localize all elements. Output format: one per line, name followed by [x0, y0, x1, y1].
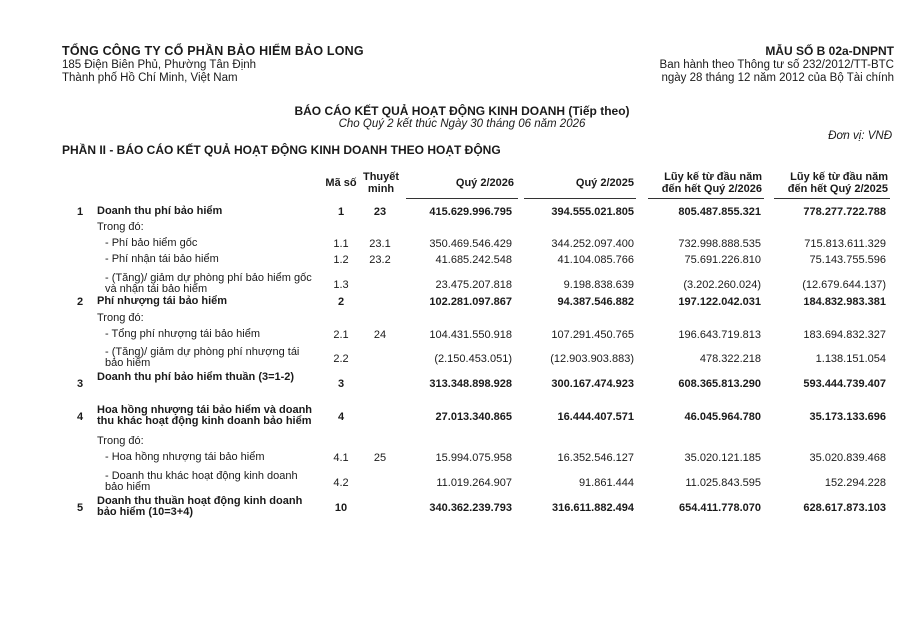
header-underline: [648, 198, 764, 199]
row-number: 5: [76, 502, 84, 514]
value-q2-2025: (12.903.903.883): [550, 353, 634, 365]
row-label: - Phí bảo hiểm gốc: [105, 237, 198, 249]
value-q2-2026: (2.150.453.051): [434, 353, 512, 365]
value-q2-2026: 102.281.097.867: [429, 296, 512, 308]
value-ytd-2026: 196.643.719.813: [678, 329, 761, 341]
row-label: Trong đó:: [97, 221, 144, 233]
value-q2-2026: 23.475.207.818: [435, 279, 512, 291]
row-code: 2.1: [333, 329, 349, 341]
row-code: 1.1: [333, 238, 349, 250]
row-code: 4: [337, 411, 345, 423]
value-ytd-2026: 46.045.964.780: [684, 411, 761, 423]
row-label: Trong đó:: [97, 435, 144, 447]
row-label: - Phí nhận tái bảo hiểm: [105, 253, 219, 265]
value-ytd-2026: (3.202.260.024): [683, 279, 761, 291]
col-header-ytd-2026: Lũy kế từ đầu năm đến hết Quý 2/2026: [661, 171, 762, 195]
value-q2-2026: 313.348.898.928: [429, 378, 512, 390]
value-ytd-2025: 75.143.755.596: [809, 254, 886, 266]
circular-line2: ngày 28 tháng 12 năm 2012 của Bộ Tài chính: [661, 72, 894, 84]
row-code: 2: [337, 296, 345, 308]
value-q2-2026: 41.685.242.548: [435, 254, 512, 266]
row-label: Doanh thu phí bảo hiểm: [97, 205, 223, 217]
value-q2-2026: 350.469.546.429: [429, 238, 512, 250]
value-ytd-2026: 805.487.855.321: [678, 206, 761, 218]
row-label: - Tổng phí nhượng tái bảo hiểm: [105, 328, 261, 340]
value-q2-2025: 9.198.838.639: [563, 279, 634, 291]
value-ytd-2025: 152.294.228: [824, 477, 886, 489]
value-ytd-2026: 11.025.843.595: [685, 477, 761, 489]
row-label: - Doanh thu khác hoạt động kinh doanh bảo hiểm: [105, 470, 298, 493]
value-q2-2026: 11.019.264.907: [436, 477, 512, 489]
company-address-line1: 185 Điện Biên Phủ, Phường Tân Định: [62, 59, 257, 71]
header-underline: [524, 198, 636, 199]
value-q2-2025: 91.861.444: [578, 477, 634, 489]
row-note: 23: [373, 206, 387, 218]
value-ytd-2025: 778.277.722.788: [803, 206, 886, 218]
value-ytd-2025: 183.694.832.327: [803, 329, 886, 341]
value-ytd-2026: 75.691.226.810: [684, 254, 761, 266]
value-ytd-2026: 35.020.121.185: [684, 452, 761, 464]
value-ytd-2025: 593.444.739.407: [803, 378, 886, 390]
value-ytd-2026: 197.122.042.031: [678, 296, 761, 308]
value-ytd-2025: 628.617.873.103: [803, 502, 886, 514]
row-label: - Hoa hồng nhượng tái bảo hiểm: [105, 451, 265, 463]
section-title: PHẦN II - BÁO CÁO KẾT QUẢ HOẠT ĐỘNG KINH DOANH THEO HOẠT ĐỘNG: [62, 143, 501, 157]
value-ytd-2026: 654.411.778.070: [679, 502, 761, 514]
company-address-line2: Thành phố Hồ Chí Minh, Việt Nam: [62, 72, 238, 84]
row-number: 4: [76, 411, 84, 423]
value-ytd-2025: 1.138.151.054: [815, 353, 886, 365]
value-q2-2026: 415.629.996.795: [429, 206, 512, 218]
value-q2-2025: 16.444.407.571: [557, 411, 634, 423]
col-header-ytd-2025: Lũy kế từ đầu năm đến hết Quý 2/2025: [787, 171, 888, 195]
value-q2-2025: 344.252.097.400: [551, 238, 634, 250]
value-q2-2026: 104.431.550.918: [429, 329, 512, 341]
col-header-note: Thuyết minh: [362, 171, 400, 195]
header-underline: [406, 198, 518, 199]
value-q2-2026: 27.013.340.865: [435, 411, 512, 423]
form-code: MẪU SỐ B 02a-DNPNT: [765, 44, 894, 58]
value-q2-2026: 15.994.075.958: [435, 452, 512, 464]
row-number: 2: [76, 296, 84, 308]
row-code: 2.2: [333, 353, 349, 365]
value-ytd-2025: 184.832.983.381: [803, 296, 886, 308]
value-ytd-2025: 35.020.839.468: [809, 452, 886, 464]
row-code: 1.2: [333, 254, 349, 266]
report-subtitle: Cho Quý 2 kết thúc Ngày 30 tháng 06 năm 2026: [338, 118, 586, 130]
row-code: 3: [337, 378, 345, 390]
col-header-q2-2025: Quý 2/2025: [575, 177, 634, 189]
circular-line1: Ban hành theo Thông tư số 232/2012/TT-BTC: [659, 59, 894, 71]
row-number: 1: [76, 206, 84, 218]
row-code: 1.3: [333, 279, 349, 291]
row-code: 4.1: [333, 452, 349, 464]
header-underline: [774, 198, 890, 199]
value-q2-2025: 316.611.882.494: [552, 502, 634, 514]
value-ytd-2026: 608.365.813.290: [678, 378, 761, 390]
row-code: 4.2: [333, 477, 349, 489]
value-q2-2025: 41.104.085.766: [557, 254, 634, 266]
col-header-q2-2026: Quý 2/2026: [455, 177, 514, 189]
value-q2-2025: 107.291.450.765: [551, 329, 634, 341]
col-header-code: Mã số: [325, 177, 357, 189]
row-number: 3: [76, 378, 84, 390]
row-note: 23.2: [369, 254, 391, 266]
value-q2-2025: 16.352.546.127: [557, 452, 634, 464]
value-q2-2025: 394.555.021.805: [551, 206, 634, 218]
value-q2-2025: 300.167.474.923: [551, 378, 634, 390]
row-code: 1: [337, 206, 345, 218]
row-label: Hoa hồng nhượng tái bảo hiểm và doanh thu khác hoạt động kinh doanh bảo hiểm: [97, 404, 313, 427]
value-ytd-2026: 478.322.218: [699, 353, 761, 365]
company-name: TỔNG CÔNG TY CỔ PHẦN BẢO HIỂM BẢO LONG: [62, 44, 364, 58]
row-label: Doanh thu thuần hoạt động kinh doanh bảo hiểm (10=3+4): [97, 495, 303, 518]
row-label: Phí nhượng tái bảo hiểm: [97, 295, 228, 307]
report-title: BÁO CÁO KẾT QUẢ HOẠT ĐỘNG KINH DOANH (Tiếp theo): [294, 104, 630, 118]
value-q2-2026: 340.362.239.793: [429, 502, 512, 514]
value-ytd-2026: 732.998.888.535: [678, 238, 761, 250]
row-label: Doanh thu phí bảo hiểm thuần (3=1-2): [97, 371, 295, 383]
currency-unit: Đơn vị: VNĐ: [828, 130, 892, 142]
value-ytd-2025: 35.173.133.696: [809, 411, 886, 423]
row-label: Trong đó:: [97, 312, 144, 324]
row-note: 23.1: [369, 238, 391, 250]
value-ytd-2025: (12.679.644.137): [802, 279, 886, 291]
row-code: 10: [334, 502, 348, 514]
row-label: - (Tăng)/ giảm dự phòng phí nhượng tái bảo hiểm: [105, 346, 300, 369]
value-q2-2025: 94.387.546.882: [557, 296, 634, 308]
row-note: 25: [373, 452, 387, 464]
row-label: - (Tăng)/ giảm dự phòng phí bảo hiểm gốc và nhận tái bảo hiểm: [105, 272, 312, 295]
value-ytd-2025: 715.813.611.329: [804, 238, 886, 250]
row-note: 24: [373, 329, 387, 341]
